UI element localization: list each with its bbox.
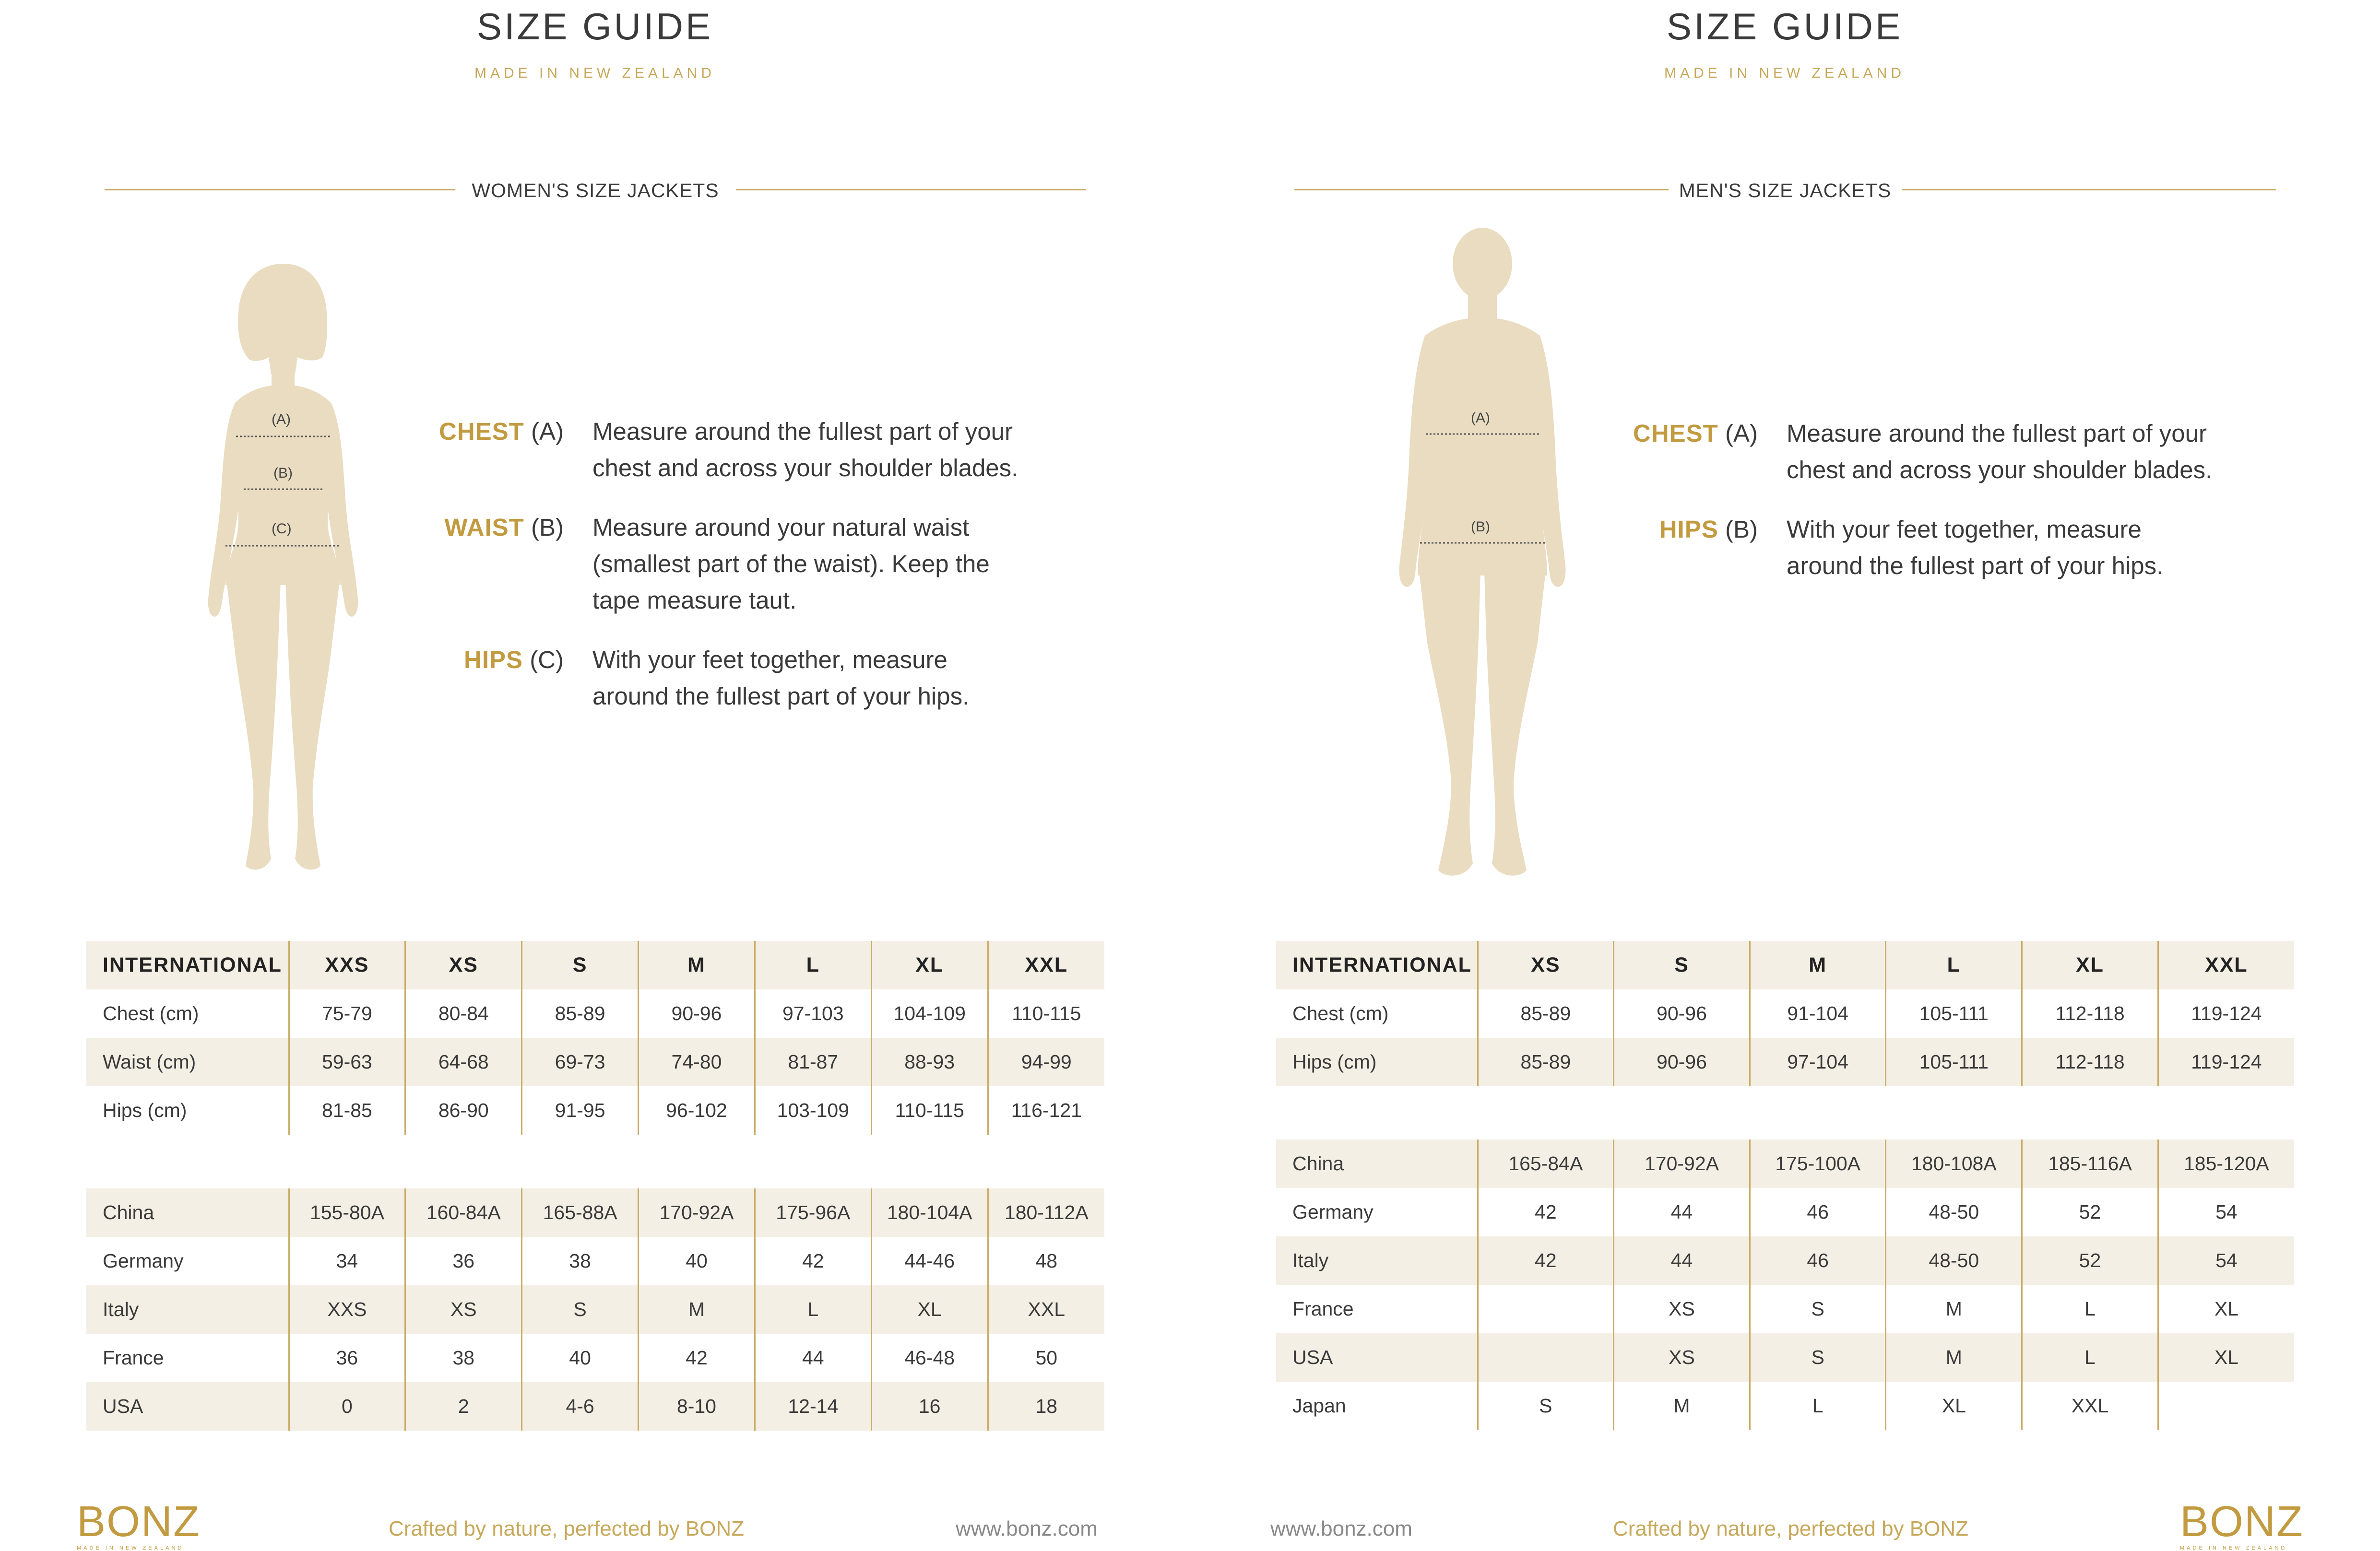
measure-keyword: HIPS: [463, 646, 523, 673]
table-row: [1276, 1333, 2294, 1382]
table-cell: [1478, 1285, 1614, 1333]
table-cell: 42: [1478, 1188, 1614, 1236]
measure-text-line: Measure around the fullest part of your: [1787, 420, 2207, 447]
table-header-cell: S: [522, 941, 639, 989]
footer-url[interactable]: www.bonz.com: [1270, 1517, 1412, 1540]
table-cell: S: [1478, 1382, 1614, 1430]
table-cell: Hips (cm): [103, 1099, 187, 1121]
table-cell: France: [103, 1347, 164, 1369]
table-cell: 50: [988, 1334, 1104, 1382]
table-cell: 112-118: [2022, 989, 2158, 1038]
table-cell: Germany: [1292, 1201, 1374, 1223]
table-cell: 97-104: [1750, 1038, 1886, 1086]
measure-text-line: chest and across your shoulder blades.: [1787, 456, 2213, 483]
table-cell: 52: [2022, 1188, 2158, 1236]
table-header-row: [86, 941, 1104, 989]
table-cell: Chest (cm): [1292, 1002, 1389, 1024]
mens-size-guide-page: [1190, 0, 2380, 1551]
section-divider-right: [1902, 189, 2276, 190]
table-cell: 103-109: [755, 1086, 871, 1135]
measure-tag: (A): [1718, 420, 1758, 447]
table-cell: 81-85: [289, 1086, 405, 1135]
measure-text-line: Measure around the fullest part of your: [592, 418, 1013, 445]
section-divider-left: [105, 189, 455, 190]
section-title: MEN'S SIZE JACKETS: [1679, 179, 1892, 201]
table-cell: XXS: [289, 1285, 405, 1334]
measure-text-line: Measure around your natural waist: [592, 514, 970, 541]
table-cell: 155-80A: [289, 1188, 405, 1237]
table-cell: 180-104A: [871, 1188, 988, 1237]
measure-text-line: With your feet together, measure: [592, 646, 947, 673]
table-cell: 2: [405, 1382, 522, 1431]
table-cell: XS: [405, 1285, 522, 1334]
section-divider-left: [1294, 189, 1669, 190]
table-cell: 116-121: [988, 1086, 1104, 1135]
table-cell: 185-120A: [2158, 1140, 2294, 1188]
table-cell: 4-6: [522, 1382, 639, 1431]
table-cell: XXL: [2022, 1382, 2158, 1430]
page-title: SIZE GUIDE: [476, 5, 713, 47]
table-cell: L: [755, 1285, 871, 1334]
table-cell: 42: [755, 1237, 871, 1285]
table-cell: France: [1292, 1298, 1354, 1320]
table-cell: China: [86, 1188, 289, 1237]
table-cell: 48-50: [1886, 1236, 2022, 1285]
male-body-silhouette: [1382, 225, 1583, 887]
table-cell: 36: [405, 1237, 522, 1285]
table-cell: 119-124: [2158, 1038, 2294, 1086]
table-cell: S: [1750, 1285, 1886, 1333]
table-cell: 38: [522, 1237, 639, 1285]
table-cell: 18: [988, 1382, 1104, 1431]
table-cell: 170-92A: [639, 1188, 755, 1237]
logo-subtext: MADE IN NEW ZEALAND: [2180, 1545, 2287, 1551]
table-cell: 170-92A: [1614, 1140, 1750, 1188]
table-cell: 75-79: [289, 989, 405, 1038]
table-cell: 85-89: [1478, 989, 1614, 1038]
table-header-cell: L: [755, 941, 871, 989]
table-header-cell: XXS: [289, 941, 405, 989]
table-cell: 110-115: [871, 1086, 988, 1135]
measure-hips: [393, 642, 1018, 715]
table-cell: 175-96A: [755, 1188, 871, 1237]
table-header-cell: M: [639, 941, 755, 989]
table-row: [1276, 1038, 2294, 1086]
measure-keyword: HIPS: [1659, 516, 1718, 543]
table-cell: 74-80: [639, 1038, 755, 1086]
table-cell: Chest (cm): [103, 1002, 199, 1024]
table-cell: 185-116A: [2022, 1140, 2158, 1188]
table-cell: [1478, 1333, 1614, 1382]
table-cell: L: [1750, 1382, 1886, 1430]
table-cell: 90-96: [1614, 989, 1750, 1038]
table-header-cell: XXL: [2158, 941, 2294, 989]
table-header-cell: INTERNATIONAL: [1276, 941, 1478, 989]
table-cell: XXL: [988, 1285, 1104, 1334]
section-title: WOMEN'S SIZE JACKETS: [472, 179, 719, 201]
figure-label-a: (A): [272, 411, 291, 427]
measure-tag: (B): [1718, 516, 1758, 543]
table-cell: S: [522, 1285, 639, 1334]
page-title: SIZE GUIDE: [1666, 5, 1903, 47]
womens-international-table: [86, 941, 1104, 1135]
measure-text-line: chest and across your shoulder blades.: [592, 454, 1018, 482]
table-cell: M: [1614, 1382, 1750, 1430]
table-header-cell: XL: [871, 941, 988, 989]
table-cell: China: [1276, 1140, 1478, 1188]
female-body-silhouette: [182, 259, 384, 882]
table-cell: 12-14: [755, 1382, 871, 1431]
table-cell: 105-111: [1886, 989, 2022, 1038]
mens-country-table: [1276, 1140, 2294, 1430]
table-cell: 180-112A: [988, 1188, 1104, 1237]
table-header-cell: XS: [1478, 941, 1614, 989]
measure-waist: [393, 509, 1018, 619]
table-cell: 85-89: [522, 989, 639, 1038]
table-cell: 90-96: [639, 989, 755, 1038]
measure-tag: (B): [524, 514, 564, 541]
table-cell: 48-50: [1886, 1188, 2022, 1236]
figure-label-c: (C): [272, 521, 292, 537]
table-cell: 52: [2022, 1236, 2158, 1285]
section-divider-right: [736, 189, 1086, 190]
figure-label-b: (B): [1471, 519, 1490, 535]
table-cell: USA: [1276, 1333, 1478, 1382]
table-cell: L: [2022, 1285, 2158, 1333]
table-row: [1276, 1140, 2294, 1188]
table-cell: 59-63: [289, 1038, 405, 1086]
measure-text-line: tape measure taut.: [592, 587, 797, 614]
table-cell: 44: [1614, 1236, 1750, 1285]
table-cell: 110-115: [988, 989, 1104, 1038]
table-cell: 0: [289, 1382, 405, 1431]
table-header-cell: L: [1886, 941, 2022, 989]
table-cell: Hips (cm): [1276, 1038, 1478, 1086]
table-cell: 105-111: [1886, 1038, 2022, 1086]
measure-text-line: around the fullest part of your hips.: [592, 682, 970, 710]
page-subtitle: MADE IN NEW ZEALAND: [474, 65, 716, 81]
table-cell: 46: [1750, 1236, 1886, 1285]
table-cell: Waist (cm): [86, 1038, 289, 1086]
table-cell: 175-100A: [1750, 1140, 1886, 1188]
table-cell: XL: [1886, 1382, 2022, 1430]
table-cell: XL: [2158, 1285, 2294, 1333]
measure-text-line: With your feet together, measure: [1787, 516, 2142, 543]
measure-tag: (C): [523, 646, 564, 673]
footer-tagline: Crafted by nature, perfected by BONZ: [389, 1517, 745, 1540]
womens-country-table: [86, 1188, 1104, 1431]
logo-subtext: MADE IN NEW ZEALAND: [77, 1545, 184, 1551]
logo-wordmark: BONZ: [77, 1498, 201, 1546]
footer-tagline: Crafted by nature, perfected by BONZ: [1613, 1517, 1969, 1540]
measure-hips: [1593, 511, 2212, 584]
table-row: [86, 1237, 1104, 1285]
measure-text-line: (smallest part of the waist). Keep the: [592, 550, 990, 577]
measure-keyword: WAIST: [444, 514, 524, 541]
table-cell: 97-103: [755, 989, 871, 1038]
table-cell: 165-88A: [522, 1188, 639, 1237]
measure-keyword: CHEST: [438, 418, 524, 445]
table-row: [1276, 1285, 2294, 1333]
table-cell: 34: [289, 1237, 405, 1285]
table-cell: 46-48: [871, 1334, 988, 1382]
table-cell: 69-73: [522, 1038, 639, 1086]
page-subtitle: MADE IN NEW ZEALAND: [1664, 65, 1906, 81]
table-cell: 48: [988, 1237, 1104, 1285]
table-cell: Japan: [1292, 1395, 1346, 1417]
table-header-cell: XXL: [988, 941, 1104, 989]
table-cell: 64-68: [405, 1038, 522, 1086]
table-cell: 44-46: [871, 1237, 988, 1285]
table-cell: 54: [2158, 1236, 2294, 1285]
table-row: [86, 989, 1104, 1038]
table-cell: 44: [1614, 1188, 1750, 1236]
bonz-logo: [2180, 1500, 2304, 1551]
table-header-row: [1276, 941, 2294, 989]
table-cell: 42: [1478, 1236, 1614, 1285]
table-cell: 88-93: [871, 1038, 988, 1086]
table-cell: 94-99: [988, 1038, 1104, 1086]
table-cell: 165-84A: [1478, 1140, 1614, 1188]
measure-tag: (A): [524, 418, 564, 445]
table-cell: M: [639, 1285, 755, 1334]
table-cell: 91-95: [522, 1086, 639, 1135]
table-cell: XL: [2158, 1333, 2294, 1382]
table-cell: 96-102: [639, 1086, 755, 1135]
table-row: [86, 1188, 1104, 1237]
table-cell: XS: [1614, 1285, 1750, 1333]
table-cell: 46: [1750, 1188, 1886, 1236]
table-cell: XL: [871, 1285, 988, 1334]
table-cell: 112-118: [2022, 1038, 2158, 1086]
table-cell: [2158, 1382, 2294, 1430]
table-cell: 80-84: [405, 989, 522, 1038]
table-header-cell: M: [1750, 941, 1886, 989]
table-cell: Italy: [86, 1285, 289, 1334]
table-cell: 119-124: [2158, 989, 2294, 1038]
table-cell: L: [2022, 1333, 2158, 1382]
figure-label-b: (B): [273, 465, 293, 481]
mens-international-table: [1276, 941, 2294, 1086]
table-cell: 90-96: [1614, 1038, 1750, 1086]
table-cell: 44: [755, 1334, 871, 1382]
table-row: [86, 1334, 1104, 1382]
table-header-cell: XS: [405, 941, 522, 989]
figure-label-a: (A): [1471, 410, 1490, 426]
table-cell: XS: [1614, 1333, 1750, 1382]
table-row: [1276, 989, 2294, 1038]
table-row: [86, 1038, 1104, 1086]
table-header-cell: XL: [2022, 941, 2158, 989]
table-cell: 54: [2158, 1188, 2294, 1236]
table-cell: S: [1750, 1333, 1886, 1382]
table-cell: 160-84A: [405, 1188, 522, 1237]
table-cell: Germany: [103, 1250, 184, 1272]
table-row: [1276, 1382, 2294, 1430]
measure-text-line: around the fullest part of your hips.: [1787, 552, 2164, 579]
table-cell: 16: [871, 1382, 988, 1431]
table-row: [86, 1285, 1104, 1334]
measure-chest: [1593, 415, 2212, 488]
table-header-cell: S: [1614, 941, 1750, 989]
table-cell: 8-10: [639, 1382, 755, 1431]
table-row: [86, 1382, 1104, 1431]
table-cell: 81-87: [755, 1038, 871, 1086]
table-cell: Italy: [1276, 1236, 1478, 1285]
bonz-logo: [77, 1500, 201, 1551]
footer-url[interactable]: www.bonz.com: [956, 1517, 1098, 1540]
table-cell: 86-90: [405, 1086, 522, 1135]
table-cell: 36: [289, 1334, 405, 1382]
table-row: [86, 1086, 1104, 1135]
table-cell: 42: [639, 1334, 755, 1382]
table-cell: USA: [86, 1382, 289, 1431]
table-cell: 104-109: [871, 989, 988, 1038]
logo-wordmark: BONZ: [2180, 1498, 2304, 1546]
table-cell: 38: [405, 1334, 522, 1382]
table-cell: 91-104: [1750, 989, 1886, 1038]
measure-keyword: CHEST: [1633, 420, 1718, 447]
table-cell: M: [1886, 1333, 2022, 1382]
table-cell: 40: [639, 1237, 755, 1285]
table-cell: 40: [522, 1334, 639, 1382]
table-row: [1276, 1188, 2294, 1236]
table-cell: 180-108A: [1886, 1140, 2022, 1188]
table-cell: M: [1886, 1285, 2022, 1333]
measurement-instructions: [393, 413, 1018, 738]
table-header-cell: INTERNATIONAL: [86, 941, 289, 989]
measurement-instructions: [1593, 415, 2212, 607]
table-cell: 85-89: [1478, 1038, 1614, 1086]
measure-chest: [393, 413, 1018, 486]
table-row: [1276, 1236, 2294, 1285]
